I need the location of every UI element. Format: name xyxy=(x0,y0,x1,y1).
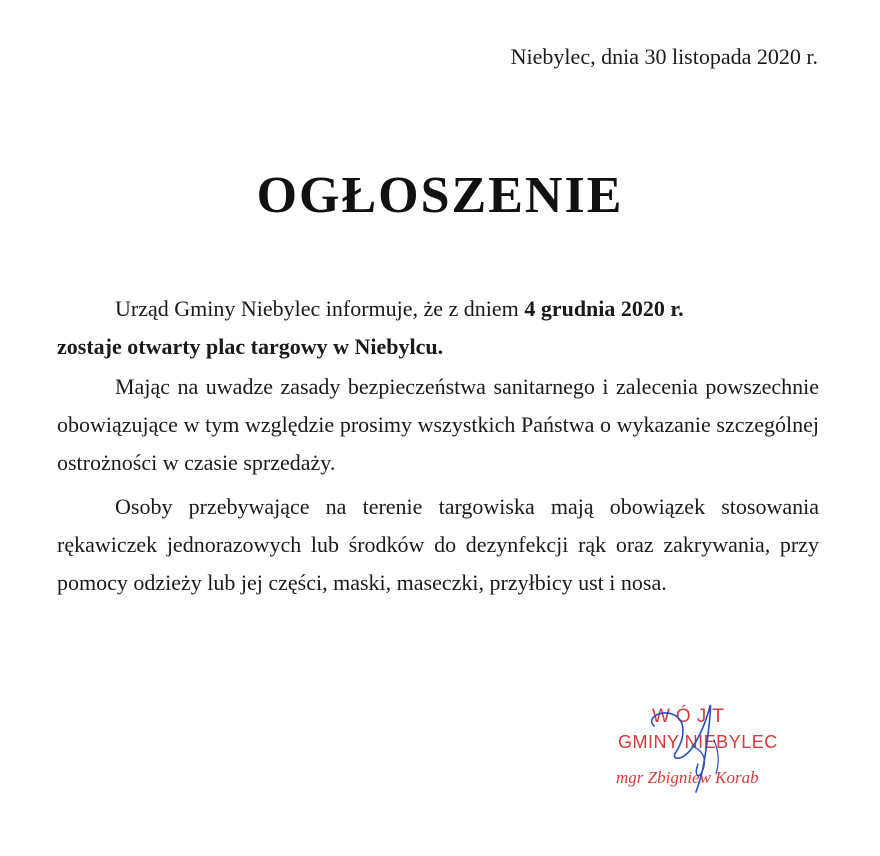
opening-statement: zostaje otwarty plac targowy w Niebylcu. xyxy=(57,334,444,359)
paragraph-2: Mając na uwadze zasady bezpieczeństwa sanitarnego i zalecenia powszechnie obowiązujące w tym względzie prosimy wszystkich Państwa o wykazanie szczególnej ostrożności w czasie sprzedaży. xyxy=(57,374,819,475)
page-title: OGŁOSZENIE xyxy=(256,167,624,224)
official-stamp xyxy=(606,700,806,800)
paragraph-3: Osoby przebywające na terenie targowiska mają obowiązek stosowania rękawiczek jednorazowych lub środków do dezynfekcji rąk oraz zakrywania, przy pomocy odzieży lub jej części, maski, maseczki, przyłbicy ust i nosa. xyxy=(57,494,819,595)
announcement-body xyxy=(57,290,819,608)
handwritten-signature xyxy=(606,700,806,800)
paragraph-1-text: Urząd Gminy Niebylec informuje, że z dniem xyxy=(115,296,525,321)
opening-date: 4 grudnia 2020 r. xyxy=(524,296,684,321)
stamp-title: WÓJT xyxy=(652,706,730,727)
paragraph-1 xyxy=(57,290,819,366)
stamp-name: mgr Zbigniew Korab xyxy=(616,768,759,787)
stamp-office: GMINY NIEBYLEC xyxy=(618,732,778,752)
date-line: Niebylec, dnia 30 listopada 2020 r. xyxy=(510,44,818,69)
